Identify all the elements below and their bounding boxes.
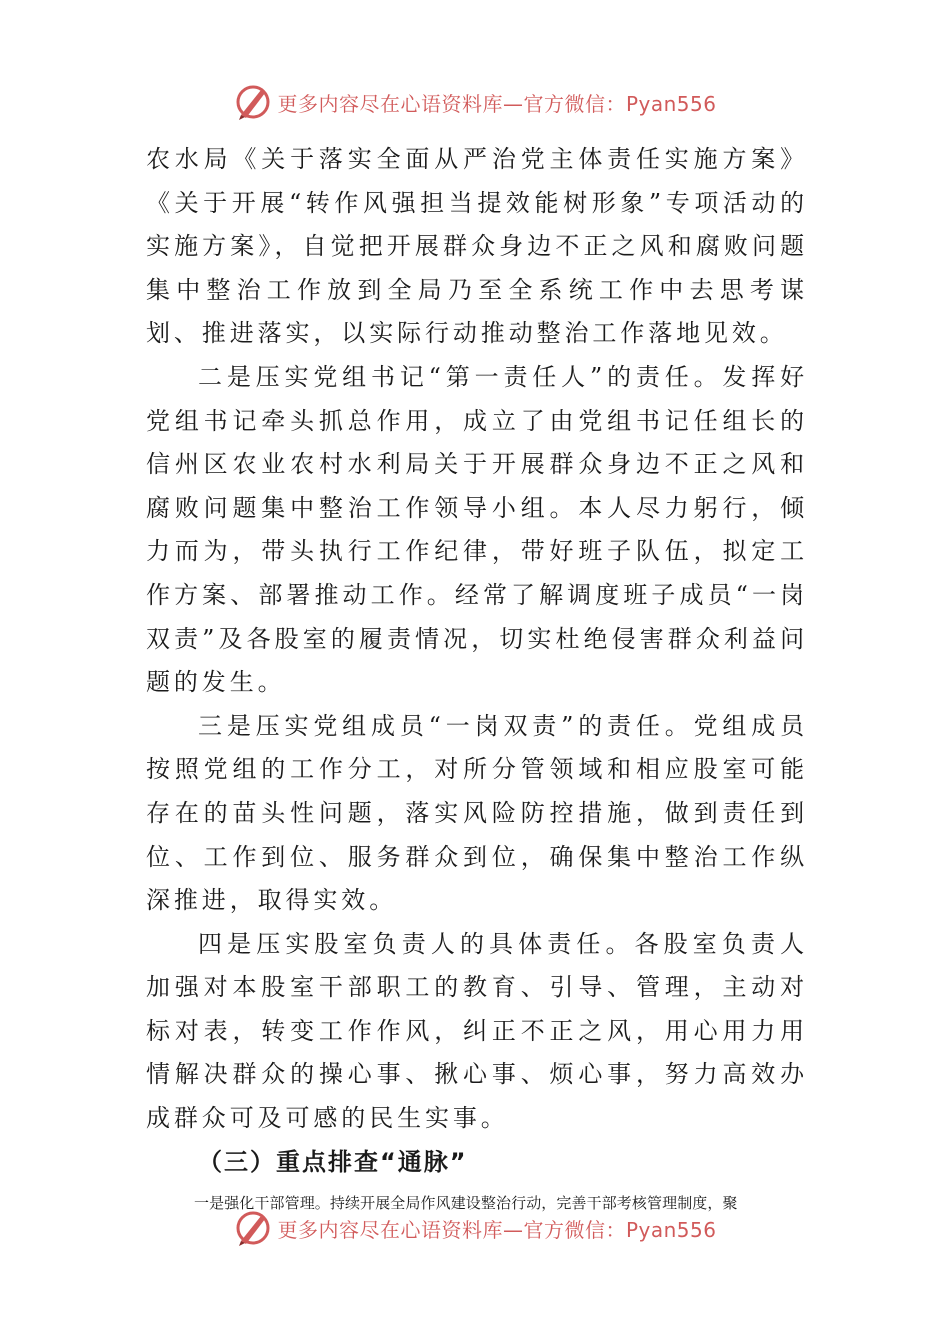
banner-text: 更多内容尽在心语资料库—官方微信：Pyan556 (277, 91, 717, 116)
paragraph-1: 农水局《关于落实全面从严治党主体责任实施方案》《关于开展“转作风强担当提效能树形象”专项活动的实施方案》，自觉把开展群众身边不正之风和腐败问题集中整治工作放到全局乃至全系统工作中去思考谋划、推进落实，以实际行动推动整治工作落地见效。 (146, 145, 808, 348)
pen-logo-icon (233, 82, 273, 122)
pen-logo-icon (233, 1208, 273, 1248)
document-body (146, 138, 808, 1222)
section-heading: （三）重点排查“通脉” (198, 1147, 468, 1176)
banner-text: 更多内容尽在心语资料库—官方微信：Pyan556 (277, 1217, 717, 1242)
footer-banner (0, 1206, 950, 1250)
paragraph-2: 二是压实党组书记“第一责任人”的责任。发挥好党组书记牵头抓总作用，成立了由党组书记任组长的信州区农业农村水利局关于开展群众身边不正之风和腐败问题集中整治工作领导小组。本人尽力躬行，倾力而为，带头执行工作纪律，带好班子队伍，拟定工作方案、部署推动工作。经常了解调度班子成员“一岗双责”及各股室的履责情况，切实杜绝侵害群众利益问题的发生。 (146, 362, 808, 697)
paragraph-3: 三是压实党组成员“一岗双责”的责任。党组成员按照党组的工作分工，对所分管领域和相应股室可能存在的苗头性问题，落实风险防控措施，做到责任到位、工作到位、服务群众到位，确保集中整治工作纵深推进，取得实效。 (146, 711, 808, 915)
header-banner (0, 80, 950, 124)
paragraph-5-start: 一是强化干部管理。持续开展全局作风建设整治行动，完善干部考核管理制度，聚 (194, 1194, 738, 1213)
paragraph-4: 四是压实股室负责人的具体责任。各股室负责人加强对本股室干部职工的教育、引导、管理，主动对标对表，转变工作作风，纠正不正之风，用心用力用情解决群众的操心事、揪心事、烦心事，努力高效办成群众可及可感的民生实事。 (146, 929, 808, 1133)
